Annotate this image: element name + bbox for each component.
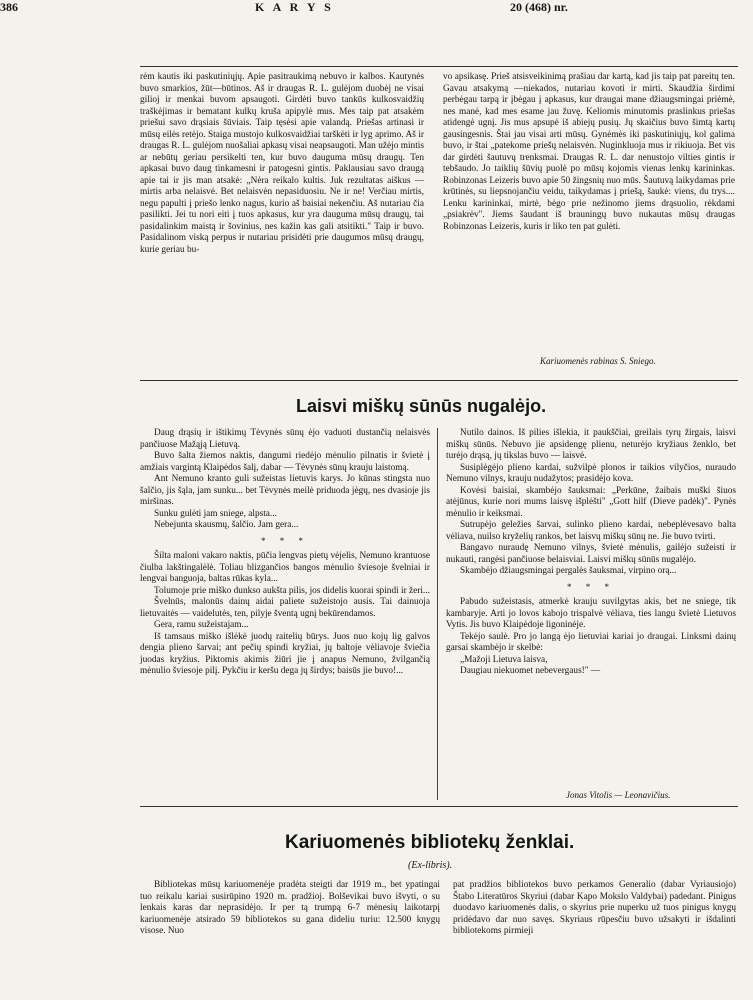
paragraph: Nebejunta skausmų, šalčio. Jam gera...	[154, 520, 299, 530]
article1-right-text: vo apsikasę. Prieš atsisveikinimą prašiau dar kartą, kad jis taip pat pareitų ten. Gavau atsakymą —niekados, nutariau kovoti ir mirti. Skaudžia širdimi perbėgau tarpą ir įbėgau į apkasus, kur draugai mane džiaugsmingai priėmė, nes manė, kad mes esame jau žuvę. Keliomis minutomis praslinkus priešas atidengė ugnį. Jis mus apsupė iš abiejų pusių. Jų skaičius buvo šimtą kartų gausingesnis. Štai jau visai arti mūsų. Gynėmės iki paskutiniųjų, kol galima buvo, ir štai „patekome priešų nelaisvėn. Nuginkluoja mus ir rikiuoja. Bet vis dar girdėti šautuvų trenksmai. Draugas R. L. dar nenustojo vilties gintis ir tebšaudo. Jo taiklių šūvių puolė po mūsų kojomis vienas lenkų karininkas. Robinzonas Leizeris buvo apie 50 žingsnių nuo mūs. Šautuvą laikydamas prie krūtinės, su liepsnojančiu veidu, taikydamas į priešą, šaukė: viens, du trys.... Lenku karininkai, mirtė, bėgo prie nežinomo jiems drąsuolio, rėkdami „psiakrėv". Jiems šaudant iš brauningų buvo nukautas mūsų draugas Robinzonas Leizeris, kuris ir liko ten pat gulėti.	[443, 72, 735, 232]
journal-title: K A R Y S	[255, 0, 334, 14]
section-rule-2	[140, 806, 738, 807]
section-rule-1	[140, 380, 738, 381]
article3-right-column	[453, 880, 736, 938]
article1-left-text: rėm kautis iki paskutiniųjų. Apie pasitraukimą nebuvo ir kalbos. Kautynės buvo smarkios, žūt—būtinos. Aš ir draugas R. L. gulėjom duobėj ne visai gilioj ir menkai buvom apsaugoti. Girdėti buvo tankūs kulkosvaidžių traškėjimas ir bematant kulkų kruša apipylė mus. Mes taip pat atsakėm priešui savo drąsiais šūviais. Taip tęsėsi apie valandą. Priešas artinasi ir mūsų eilės retėjo. Staiga mustojo kulkosvaidžiai tarškėti ir lyg aprimo. Aš ir draugas R. L. gulėjom nuošaliai apkasų visai neapsaugoti. Man užėjo mintis ar nebūtų geriau persikelti ten, kur buvo dauguma mūsų draugų. Ten apkasai buvo daug tinkamesni ir patogesni gintis. Paklausiau savo draugą apie tai ir jis man atsakė: „Nėra reikalo kultis. Juk rezultatas aiškus — mirtis arba nelaisvė. Bet nelaisvėn nepasiduosiu. Ne ir ne! Verčiau mirtis, negu papulti į priešo lenko nagus, kurio aš baisiai nekenčiu. Aš nutariau čia pasilikti. Jei tu nori eiti į tuos apkasus, kur yra dauguma mūsų draugų, tai pasidalinkim maistą ir šovinius, nes kažin kas gali atsitikti." Taip ir buvo. Pasidalinom viską perpus ir nutariau prisidėti prie daugumos mūsų draugų, kurie geriau bu-	[140, 72, 424, 255]
article2-left-column	[140, 428, 430, 678]
paragraph: Gera, ramu sužeistajam...	[154, 620, 249, 630]
verse-line: „Mažoji Lietuva laisva,	[460, 654, 548, 665]
paragraph: Ant Nemuno kranto guli sužeistas lietuvis karys. Jo kūnas stingsta nuo šalčio, jis šąla, jam sunku... bet Tėvynės meilė priduoda jėgų, nes dvasioje jis miršinas.	[140, 474, 430, 507]
paragraph: Skambėjo džiaugsmingai pergalės šauksmai, virpino orą...	[460, 566, 677, 576]
paragraph: Susiplėgėjo plieno kardai, sužvilpė plonos ir taikios vilyčios, nuraudo Nemuno vilnys, krauju nudažytos; prasidėjo kova.	[446, 462, 736, 484]
article1-signature: Kariuomenės rabinas S. Sniego.	[540, 356, 656, 366]
paragraph: Nutilo dainos. Iš pilies išlekia, it paukščiai, greilais tyrų žirgais, laisvi miškų sūnūs. Nebuvo jie apsidengę plienu, neturėjo kryžiaus ženklo, bet turėjo drąsą, jų tikslas buvo — laisvė.	[446, 428, 736, 461]
article2-signature: Jonas Vitolis — Leonavičius.	[566, 790, 671, 800]
column-divider	[437, 428, 438, 800]
paragraph: Bangavo nuraudę Nemuno vilnys, švietė mėnulis, gailėjo sužeisti ir nukauti, rangėsi pančiuose belaisviai. Laisvi miškų sūnūs nugalėjo.	[446, 543, 736, 565]
paragraph: Sunku gulėti jam sniege, alpsta...	[154, 508, 277, 519]
article3-left-text: Bibliotekas mūsų kariuomenėje pradėta steigti dar 1919 m., bet ypatingai tuo reikalu kariai susirūpino 1920 m. pradžioj. Bolševikai buvo išvyti, o su lenkais karas dar neprasidėjo. Ir per tą trumpą 6-7 mėnesių laikotarpį kariuomenėje atsirado 59 bibliotekos su gana dideliu turiu: 12.500 knygų visose. Nuo	[140, 880, 440, 936]
paragraph: Šilta maloni vakaro naktis, pūčia lengvas pietų vėjelis, Nemuno krantuose čiulba lakštingalėlė. Toliau blizgančios bangos mėnulio šviesoje švelniai ir lengvai banguoja, baltas rūkas kyla...	[140, 551, 430, 584]
article1-right-column	[443, 72, 735, 233]
page-number: 386	[0, 0, 18, 14]
page-header	[0, 0, 600, 18]
issue-number: 20 (468) nr.	[510, 0, 568, 14]
paragraph: Iš tamsaus miško išlėkė juodų raitelių būrys. Juos nuo kojų lig galvos dengia plieno šarvai; ant pečių spindi kryžiai, jų baltoje vėliavoje šviečia juodas kryžius. Piktomis akimis žiūri jie į anapus Nemuno, žvilgančią mėnulio šviesoje pilį. Pykčiu ir keršu dega jų širdys; baisūs jie buvo!...	[140, 631, 430, 676]
header-rule	[140, 66, 738, 67]
section-divider: * * *	[567, 581, 615, 592]
article3-left-column	[140, 880, 440, 938]
article3-subtitle: (Ex-libris).	[408, 860, 453, 871]
paragraph: Sutrupėjo geležies šarvai, sulinko plieno kardai, nebeplėvesavo balta vėliava, nuilso kryželių rankos, bet laisvų miškų sūnų ne. Jie buvo tvirti.	[446, 520, 736, 542]
paragraph: Švelnūs, malonūs dainų aidai paliete sužeistojo ausis. Tai dainuoja lietuvaitės — vaidelutės, ten, pilyje šventą ugnį bekūrendamos.	[140, 597, 430, 619]
article1-left-column	[140, 72, 424, 256]
paragraph: Pabudo sužeistasis, atmerkė krauju suvilgytas akis, bet ne sniege, tik kambaryje. Arti jo lovos kabojo trispalvė vėliava, ties langu švietė Lietuvos Vytis. Jis buvo Klaipėdoje ligoninėje.	[446, 597, 736, 630]
paragraph: Tolumoje prie miško dunkso aukšta pilis, jos didelis kuorai spindi ir žeri...	[154, 585, 430, 596]
article3-title: Kariuomenės bibliotekų ženklai.	[285, 832, 575, 853]
article2-title: Laisvi miškų sūnūs nugalėjo.	[296, 396, 547, 416]
paragraph: Kovėsi baisiai, skambėjo šauksmai: „Perkūne, žaibais muški šiuos atėjūnus, kurie nori mums laisvę išplėšti" „Gott hilf (Dieve padėk)". Pynės mėnulio ir keiksmai.	[446, 485, 736, 519]
paragraph: Buvo šalta žiemos naktis, dangumi riedėjo mėnulio pilnatis ir švietė į amžiais vargintą Klaipėdos šalį, dabar — Tėvynės sūnų krauju laistomą.	[140, 451, 430, 473]
paragraph: Daug drąsių ir ištikimų Tėvynės sūnų ėjo vaduoti dustančią nelaisvės pančiuose Mažąją Lietuvą.	[140, 428, 430, 450]
paragraph: Tekėjo saulė. Pro jo langą ėjo lietuviai kariai jo draugai. Linksmi dainų garsai skambėjo ir skelbė:	[446, 631, 736, 653]
article2-right-column	[446, 428, 736, 678]
section-divider: * * *	[261, 535, 309, 546]
article3-right-text: pat pradžios bibliotekos buvo perkamos Generalio (dabar Vyriausiojo) Štabo Literatūros Skyriui (dabar Kapo Mokslo Valdybai) padedant. Pinigus duodavo kariuomenės dalis, o skyrius prie nuperku už tuos pinigus knygų pridėdavo dar nuo savęs. Skyriaus rūpesčiu buvo užsakyti ir išdalinti bibliotekoms pirmieji	[453, 880, 736, 936]
verse-line: Daugiau niekuomet nebevergaus!" —	[460, 666, 601, 676]
